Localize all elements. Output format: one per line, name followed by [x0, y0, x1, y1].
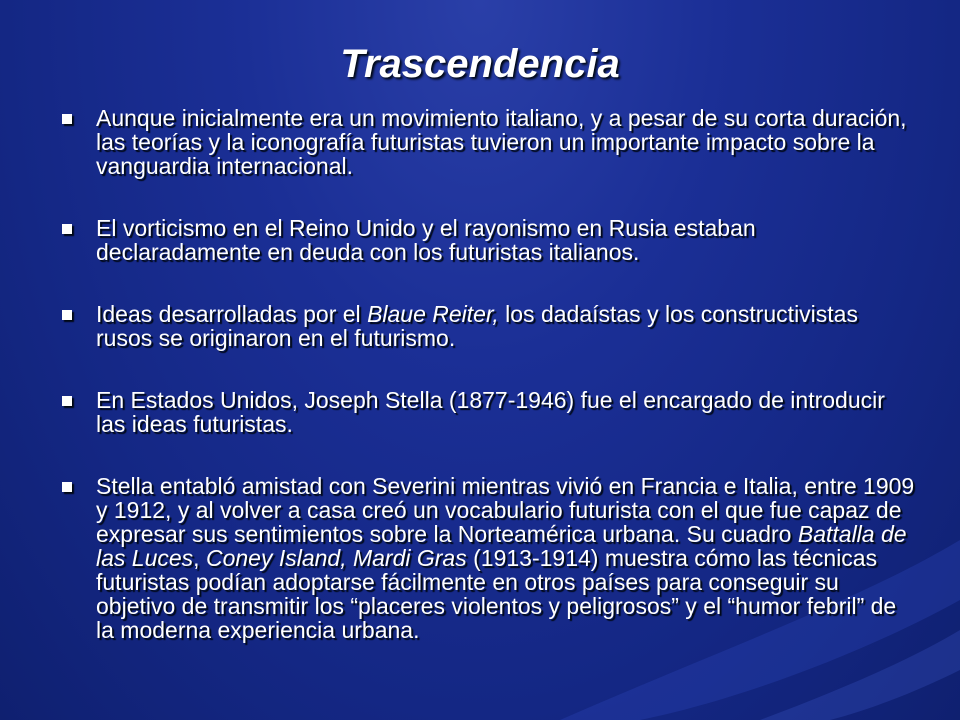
bullet-item: [60, 106, 920, 178]
bullet-text: Aunque inicialmente era un movimiento italiano, y a pesar de su corta duración, las teorías y la iconografía futuristas tuvieron un importante impacto sobre la vanguardia internacional.: [96, 105, 907, 179]
bullet-item: [60, 302, 920, 350]
square-bullet-icon: [62, 482, 72, 492]
bullet-text-post: (1913-1914) muestra cómo las técnicas futuristas podían adoptarse fácilmente en otros países para conseguir su objetivo de transmitir los “placeres violentos y peligrosos” y el “humor febril” de la moderna experiencia urbana.: [96, 545, 897, 643]
bullet-text-pre: Stella entabló amistad con Severini mientras vivió en Francia e Italia, entre 1909 y 1912, y al volver a casa creó un vocabulario futurista con el que fue capaz de expresar sus sentimientos sobre la Norteamérica urbana. Su cuadro: [96, 473, 915, 547]
square-bullet-icon: [62, 396, 72, 406]
bullet-item: [60, 474, 920, 642]
bullet-text-italic: Blaue Reiter,: [367, 301, 499, 327]
painting-title-part1: Battalla de las Luces: [96, 521, 907, 571]
square-bullet-icon: [62, 310, 72, 320]
painting-title-part2: Coney Island, Mardi Gras: [205, 545, 467, 571]
slide-title: Trascendencia: [340, 42, 620, 86]
bullet-item: [60, 388, 920, 436]
bullet-text: En Estados Unidos, Joseph Stella (1877-1946) fue el encargado de introducir las ideas futuristas.: [96, 387, 885, 437]
bullet-text-pre: Ideas desarrolladas por el: [96, 301, 368, 327]
bullet-list: [60, 106, 920, 680]
bullet-text: El vorticismo en el Reino Unido y el rayonismo en Rusia estaban declaradamente en deuda con los futuristas italianos.: [96, 215, 756, 265]
bullet-item: [60, 216, 920, 264]
square-bullet-icon: [62, 114, 72, 124]
bullet-text-mid: ,: [193, 545, 206, 571]
bullet-text-post: los dadaístas y los constructivistas rusos se originaron en el futurismo.: [96, 301, 858, 351]
square-bullet-icon: [62, 224, 72, 234]
